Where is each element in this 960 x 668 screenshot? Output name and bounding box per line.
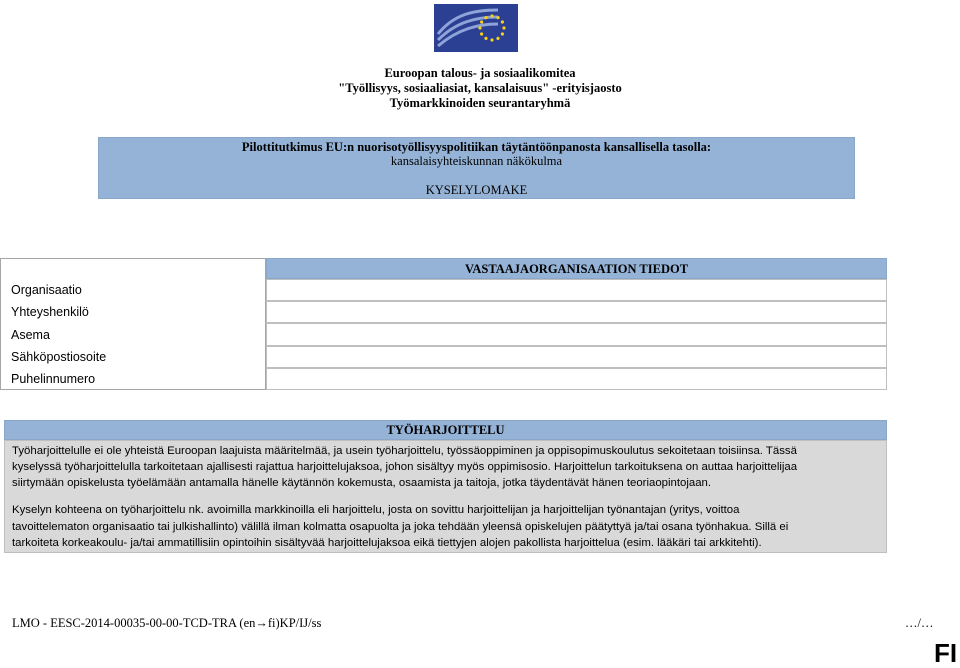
document-reference: LMO - EESC-2014-00035-00-00-TCD-TRA (en→fi)KP/IJ/ss (12, 616, 322, 630)
position-field[interactable] (266, 323, 887, 346)
contact-labels-panel (0, 258, 266, 390)
contact-header: VASTAAJAORGANISAATION TIEDOT (266, 258, 887, 279)
contact-person-field[interactable] (266, 301, 887, 323)
language-code: FI (934, 638, 958, 668)
eesc-logo-icon (434, 4, 518, 52)
section-line: tarkoiteta korkeakoulu- ja/tai ammatillisiin opintoihin sisältyvää harjoittelujaksoa eikä tiettyjen alojen pakollista harjoittelua (esim. lääkäri tai arkkitehti). (12, 537, 762, 549)
group-name: Työmarkkinoiden seurantaryhmä (389, 96, 571, 110)
section-header: TYÖHARJOITTELU (4, 420, 887, 440)
continuation-mark: …/… (905, 616, 934, 630)
section-line: Kyselyn kohteena on työharjoittelu nk. avoimilla markkinoilla eli harjoittelu, josta on sovittu harjoittelijan ja harjoittelijan työnantajan (yritys, voittoa (12, 504, 740, 516)
section-name: "Työllisyys, sosiaaliasiat, kansalaisuus" -erityisjaosto (338, 81, 622, 95)
phone-field[interactable] (266, 368, 887, 390)
label-organisation: Organisaatio (11, 283, 82, 297)
study-title-line1: Pilottitutkimus EU:n nuorisotyöllisyyspolitiikan täytäntöönpanosta kansallisella tasolla: (241, 140, 712, 154)
section-line: kyselyssä työharjoittelulla tarkoitetaan ajallisesti rajattua harjoittelujaksoa, johon sisältyy myös oppimisosio. Harjoittelun tarkoituksena on auttaa harjoittelijaa (12, 461, 798, 473)
label-position: Asema (11, 328, 50, 342)
section-body (4, 440, 887, 553)
study-title-line2: kansalaisyhteiskunnan näkökulma (390, 154, 563, 168)
label-contact-person: Yhteyshenkilö (11, 305, 89, 319)
section-line: siirtymään opiskelusta työelämään antamalla hänelle käytännön kokemusta, osaamista ja taitoja, jotka täydentävät hänen teoriaopintojaan. (12, 477, 712, 489)
organisation-field[interactable] (266, 279, 887, 301)
title-box (98, 137, 855, 199)
email-field[interactable] (266, 346, 887, 368)
section-line: Työharjoittelulle ei ole yhteistä Euroopan laajuista määritelmää, ja usein työharjoittelu, työssäoppiminen ja oppisopimuskoulutus sekoitetaan toisiinsa. Tässä (12, 445, 797, 457)
section-line: tavoittelematon organisaatio tai julkishallinto) välillä ilman kolmatta osapuolta ja joka tehdään yleensä opiskelujen päätyttyä ja/tai osana työnhakua. Sillä ei (12, 521, 789, 533)
org-name: Euroopan talous- ja sosiaalikomitea (384, 66, 576, 80)
label-email: Sähköpostiosoite (11, 350, 107, 364)
form-title: KYSELYLOMAKE (425, 183, 528, 197)
label-phone: Puhelinnumero (11, 372, 96, 386)
